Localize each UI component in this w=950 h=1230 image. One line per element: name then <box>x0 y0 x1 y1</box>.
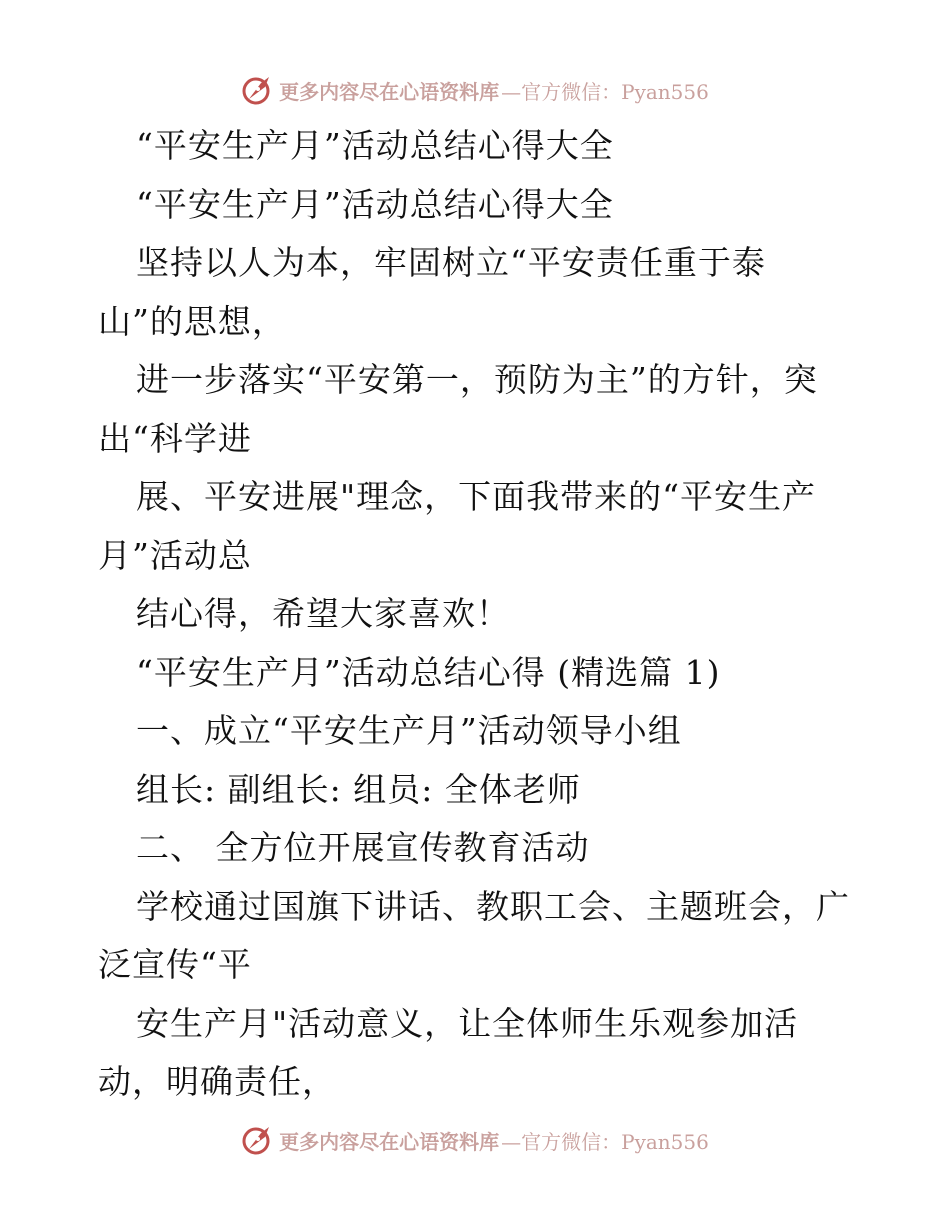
document-body <box>0 117 950 1112</box>
watermark-brand-text: 更多内容尽在心语资料库 <box>279 1129 500 1154</box>
paragraph-line: 组长: 副组长: 组员: 全体老师 <box>136 769 581 809</box>
document-title: “平安生产月”活动总结心得大全 <box>136 126 614 165</box>
pen-nib-circle-icon <box>241 73 275 107</box>
section-heading: 一、成立“平安生产月”活动领导小组 <box>136 711 682 750</box>
watermark-contact-text: —官方微信：Pyan556 <box>501 1129 709 1154</box>
watermark-contact-text: —官方微信：Pyan556 <box>501 79 709 104</box>
paragraph-line: 学校通过国旗下讲话、教职工会、主题班会，广 <box>136 886 850 926</box>
paragraph-line: 安生产月"活动意义，让全体师生乐观参加活 <box>136 1003 799 1043</box>
paragraph-line: 月”活动总 <box>98 535 252 575</box>
paragraph-line: 进一步落实“平安第一，预防为主”的方针，突 <box>136 360 818 399</box>
paragraph-line: 泛宣传“平 <box>98 945 252 984</box>
paragraph-line: 动，明确责任， <box>98 1062 336 1101</box>
paragraph-line: 山”的思想， <box>98 301 286 341</box>
section-heading: “平安生产月”活动总结心得 (精选篇 1) <box>136 652 721 692</box>
watermark-banner-bottom <box>0 1120 950 1160</box>
document-heading: “平安生产月”活动总结心得大全 <box>136 184 614 224</box>
paragraph-line: 展、平安进展"理念，下面我带来的“平安生产 <box>136 477 817 516</box>
paragraph-line: 结心得，希望大家喜欢！ <box>136 594 510 633</box>
section-heading: 二、 全方位开展宣传教育活动 <box>136 828 590 867</box>
paragraph-line: 坚持以人为本，牢固树立“平安责任重于泰 <box>136 243 766 282</box>
pen-nib-circle-icon <box>241 1123 275 1157</box>
watermark-banner-top <box>0 70 950 110</box>
paragraph-line: 出“科学进 <box>98 418 252 458</box>
watermark-brand-text: 更多内容尽在心语资料库 <box>279 79 500 104</box>
